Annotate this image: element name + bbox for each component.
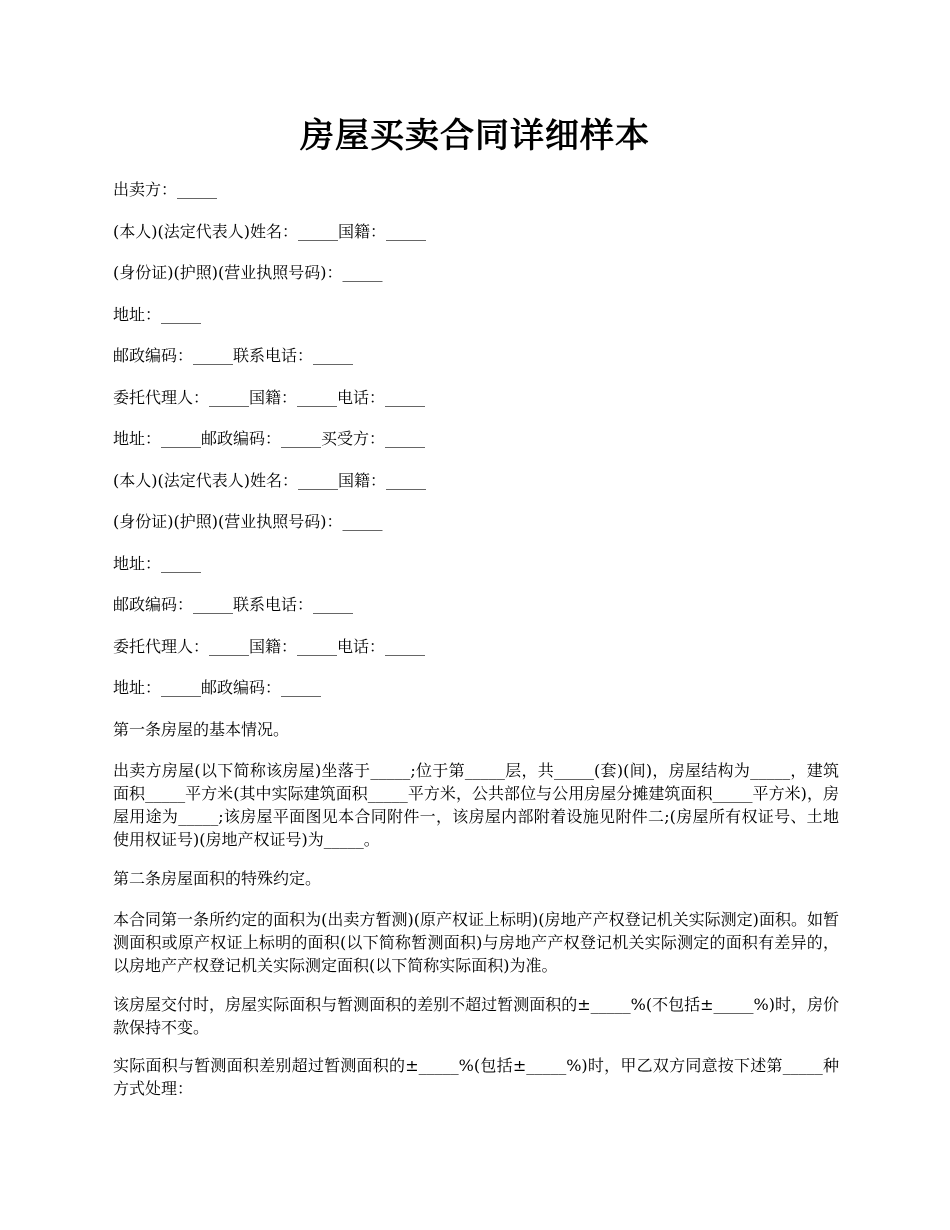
seller-postcode-phone: 邮政编码：_____联系电话：_____	[113, 346, 354, 365]
document-body	[113, 178, 839, 1116]
seller-agent-address-buyer-label: 地址：_____邮政编码：_____买受方：_____	[113, 429, 426, 448]
seller-agent: 委托代理人：_____国籍：_____电话：_____	[113, 387, 426, 407]
article-two-heading: 第二条房屋面积的特殊约定。	[113, 868, 322, 888]
seller-label: 出卖方：_____	[113, 180, 218, 199]
seller-name-nationality: (本人)(法定代表人)姓名：_____国籍：_____	[113, 221, 426, 241]
area-excess-paragraph: 实际面积与暂测面积差别超过暂测面积的±_____%(包括±_____%)时，甲乙双方同意按下述第_____种方式处理：	[113, 1056, 839, 1098]
seller-id-number: (身份证)(护照)(营业执照号码)：_____	[113, 263, 383, 282]
document-title: 房屋买卖合同详细样本	[300, 116, 650, 156]
article-one-paragraph: 出卖方房屋(以下简称该房屋)坐落于_____;位于第_____层，共_____(套)(间)，房屋结构为_____，建筑面积_____平方米(其中实际建筑面积_____平方米，公共部位与公用房屋分摊建筑面积_____平方米)，房屋用途为_____;该房屋平面图见本合同附件一，该房屋内部附着设施见附件二;(房屋所有权证号、土地使用权证号)(房地产权证号)为_____。	[113, 761, 839, 849]
buyer-postcode-phone: 邮政编码：_____联系电话：_____	[113, 595, 354, 614]
article-one-heading: 第一条房屋的基本情况。	[113, 719, 290, 739]
seller-address: 地址：_____	[113, 304, 202, 324]
area-tolerance-paragraph: 该房屋交付时，房屋实际面积与暂测面积的差别不超过暂测面积的±_____%(不包括±_____%)时，房价款保持不变。	[113, 994, 839, 1037]
buyer-name-nationality: (本人)(法定代表人)姓名：_____国籍：_____	[113, 470, 426, 490]
article-two-paragraph: 本合同第一条所约定的面积为(出卖方暂测)(原产权证上标明)(房地产产权登记机关实际测定)面积。如暂测面积或原产权证上标明的面积(以下简称暂测面积)与房地产产权登记机关实际测定的面积有差异的，以房地产产权登记机关实际测定面积(以下简称实际面积)为准。	[113, 910, 839, 975]
buyer-address: 地址：_____	[113, 553, 202, 573]
buyer-agent: 委托代理人：_____国籍：_____电话：_____	[113, 636, 426, 656]
buyer-id-number: (身份证)(护照)(营业执照号码)：_____	[113, 512, 383, 531]
buyer-agent-address: 地址：_____邮政编码：_____	[113, 678, 322, 697]
